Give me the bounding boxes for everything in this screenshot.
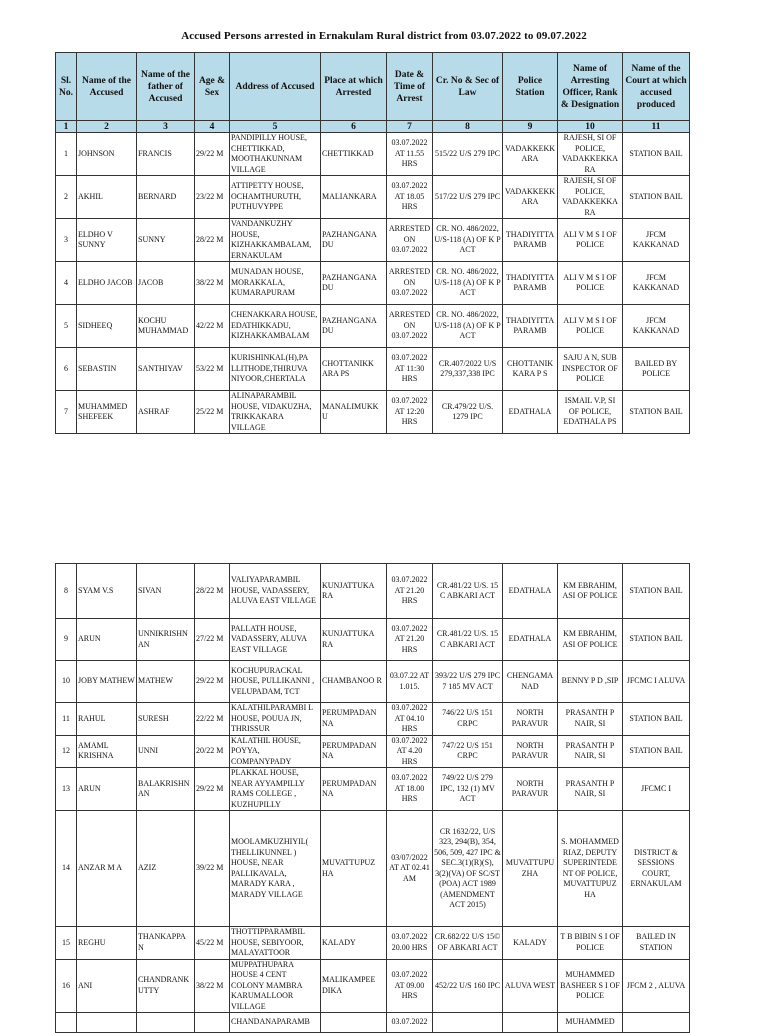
col-header-accused-name: Name of the Accused xyxy=(77,53,137,121)
cell-police-station: KALADY xyxy=(503,927,558,960)
cell-address: MUPPATHUPARA HOUSE 4 CENT COLONY MAMBRA KARUMALLOOR VILLAGE xyxy=(230,959,321,1013)
cell-address: PANDIPILLY HOUSE, CHETTIKKAD, MOOTHAKUNNAM VILLAGE xyxy=(230,133,321,176)
cell-crime-no: 517/22 U/S 279 IPC xyxy=(433,176,503,219)
cell-court: JFCM KAKKANAD xyxy=(623,219,690,262)
cell-police-station xyxy=(503,1013,558,1033)
cell-father-name: SIVAN xyxy=(137,564,195,619)
cell-court: STATION BAIL xyxy=(623,619,690,661)
cell-age-sex: 25/22 M xyxy=(195,391,230,434)
cell-arresting-officer: ISMAIL V.P, SI OF POLICE, EDATHALA PS xyxy=(558,391,623,434)
cell-sl-no: 14 xyxy=(56,811,77,927)
cell-address: KOCHUPURACKAL HOUSE, PULLIKANNI , VELUPADAM, TCT xyxy=(230,661,321,703)
cell-police-station: THADIYITTA PARAMB xyxy=(503,262,558,305)
cell-court: DISTRICT & SESSIONS COURT, ERNAKULAM xyxy=(623,811,690,927)
cell-address: CHANDANAPARAMB xyxy=(230,1013,321,1033)
cell-date-time: 03.07.2022 20.00 HRS xyxy=(387,927,433,960)
cell-father-name: THANKAPPA N xyxy=(137,927,195,960)
cell-age-sex: 29/22 M xyxy=(195,768,230,811)
cell-arresting-officer: ALI V M S I OF POLICE xyxy=(558,262,623,305)
cell-age-sex: 45/22 M xyxy=(195,927,230,960)
cell-place-arrested: MANALIMUKK U xyxy=(321,391,387,434)
cell-address: VALIYAPARAMBIL HOUSE, VADASSERY, ALUVA EAST VILLAGE xyxy=(230,564,321,619)
cell-date-time: 03.07.2022 AT 12:20 HRS xyxy=(387,391,433,434)
col-header-arresting-officer: Name of Arresting Officer, Rank & Designation xyxy=(558,53,623,121)
cell-father-name: CHANDRANK UTTY xyxy=(137,959,195,1013)
cell-sl-no: 3 xyxy=(56,219,77,262)
cell-father-name: FRANCIS xyxy=(137,133,195,176)
cell-police-station: EDATHALA xyxy=(503,564,558,619)
cell-arresting-officer: SAJU A N, SUB INSPECTOR OF POLICE xyxy=(558,348,623,391)
cell-crime-no: CR.479/22 U/S. 1279 IPC xyxy=(433,391,503,434)
cell-place-arrested xyxy=(321,1013,387,1033)
cell-court: BAILED BY POLICE xyxy=(623,348,690,391)
arrest-table-page-1 xyxy=(55,52,690,434)
col-number: 9 xyxy=(503,121,558,133)
table-row xyxy=(56,703,690,736)
cell-accused-name: ANZAR M A xyxy=(77,811,137,927)
cell-sl-no: 9 xyxy=(56,619,77,661)
cell-place-arrested: CHOTTANIKK ARA PS xyxy=(321,348,387,391)
cell-sl-no xyxy=(56,1013,77,1033)
cell-date-time: 03.07.2022 AT 11:30 HRS xyxy=(387,348,433,391)
cell-arresting-officer: S. MOHAMMED RIAZ, DEPUTY SUPERINTEDE NT OF POLICE, MUVATTUPUZ HA xyxy=(558,811,623,927)
cell-sl-no: 15 xyxy=(56,927,77,960)
cell-court: JFCMC I ALUVA xyxy=(623,661,690,703)
cell-accused-name: ELDHO JACOB xyxy=(77,262,137,305)
cell-father-name: AZIZ xyxy=(137,811,195,927)
arrest-table-body-page-2 xyxy=(56,564,690,1033)
cell-crime-no: 749/22 U/S 279 IPC, 132 (1) MV ACT xyxy=(433,768,503,811)
col-header-age-sex: Age & Sex xyxy=(195,53,230,121)
cell-date-time: 03.07.2022 AT 4.20 HRS xyxy=(387,735,433,768)
page-title: Accused Persons arrested in Ernakulam Rural district from 03.07.2022 to 09.07.2022 xyxy=(181,30,587,42)
cell-sl-no: 16 xyxy=(56,959,77,1013)
cell-address: MOOLAMKUZHIYIL( THELLIKUNNEL ) HOUSE, NEAR PALLIKAVALA, MARADY KARA , MARADY VILLAGE xyxy=(230,811,321,927)
cell-sl-no: 7 xyxy=(56,391,77,434)
cell-court: JFCMC I xyxy=(623,768,690,811)
cell-place-arrested: CHAMBANOO R xyxy=(321,661,387,703)
cell-date-time: 03/07/2022 AT AT 02.41 AM xyxy=(387,811,433,927)
cell-court: JFCM KAKKANAD xyxy=(623,262,690,305)
cell-address: KALATHILPARAMBI L HOUSE, POUUA JN, THRISSUR xyxy=(230,703,321,736)
cell-sl-no: 11 xyxy=(56,703,77,736)
table-row xyxy=(56,735,690,768)
cell-place-arrested: PAZHANGANA DU xyxy=(321,219,387,262)
cell-crime-no: CR.407/2022 U/S 279,337,338 IPC xyxy=(433,348,503,391)
cell-place-arrested: KUNJATTUKA RA xyxy=(321,619,387,661)
cell-father-name: KOCHU MUHAMMAD xyxy=(137,305,195,348)
cell-arresting-officer: T B BIBIN S I OF POLICE xyxy=(558,927,623,960)
cell-crime-no: CR. NO. 486/2022, U/S-118 (A) OF K P ACT xyxy=(433,219,503,262)
cell-crime-no: 747/22 U/S 151 CRPC xyxy=(433,735,503,768)
cell-accused-name: ARUN xyxy=(77,768,137,811)
cell-address: PALLATH HOUSE, VADASSERY, ALUVA EAST VILLAGE xyxy=(230,619,321,661)
cell-accused-name: JOHNSON xyxy=(77,133,137,176)
cell-age-sex: 22/22 M xyxy=(195,703,230,736)
table-row xyxy=(56,564,690,619)
column-number-row xyxy=(56,121,690,133)
cell-date-time: 03.07.2022 AT 18.05 HRS xyxy=(387,176,433,219)
table-row xyxy=(56,348,690,391)
cell-crime-no: 393/22 U/S 279 IPC 7 185 MV ACT xyxy=(433,661,503,703)
table-row xyxy=(56,768,690,811)
cell-court: BAILED IN STATION xyxy=(623,927,690,960)
cell-crime-no: CR.481/22 U/S. 15 C ABKARI ACT xyxy=(433,564,503,619)
cell-age-sex: 38/22 M xyxy=(195,262,230,305)
table-row xyxy=(56,176,690,219)
cell-place-arrested: PERUMPADAN NA xyxy=(321,768,387,811)
cell-age-sex xyxy=(195,1013,230,1033)
table-row xyxy=(56,661,690,703)
cell-address: CHENAKKARA HOUSE, EDATHIKKADU, KIZHAKKAMBALAM xyxy=(230,305,321,348)
cell-arresting-officer: PRASANTH P NAIR, SI xyxy=(558,703,623,736)
cell-father-name: SUNNY xyxy=(137,219,195,262)
cell-place-arrested: MALIKAMPEE DIKA xyxy=(321,959,387,1013)
col-number: 4 xyxy=(195,121,230,133)
cell-sl-no: 2 xyxy=(56,176,77,219)
cell-court: STATION BAIL xyxy=(623,564,690,619)
cell-father-name: ASHRAF xyxy=(137,391,195,434)
header-row xyxy=(56,53,690,121)
cell-place-arrested: KALADY xyxy=(321,927,387,960)
cell-address: MUNADAN HOUSE, MORAKKALA, KUMARAPURAM xyxy=(230,262,321,305)
cell-crime-no: 452/22 U/S 160 IPC xyxy=(433,959,503,1013)
col-number: 7 xyxy=(387,121,433,133)
cell-arresting-officer: MUHAMMED BASHEER S I OF POLICE xyxy=(558,959,623,1013)
cell-date-time: 03.07.2022 AT 04.10 HRS xyxy=(387,703,433,736)
col-header-court: Name of the Court at which accused produced xyxy=(623,53,690,121)
cell-father-name: BERNARD xyxy=(137,176,195,219)
cell-arresting-officer: KM EBRAHIM, ASI OF POLICE xyxy=(558,564,623,619)
cell-age-sex: 28/22 M xyxy=(195,219,230,262)
cell-arresting-officer: ALI V M S I OF POLICE xyxy=(558,219,623,262)
col-number: 2 xyxy=(77,121,137,133)
col-number: 6 xyxy=(321,121,387,133)
col-number: 3 xyxy=(137,121,195,133)
col-header-police-station: Police Station xyxy=(503,53,558,121)
cell-sl-no: 5 xyxy=(56,305,77,348)
cell-accused-name: SIDHEEQ xyxy=(77,305,137,348)
cell-age-sex: 38/22 M xyxy=(195,959,230,1013)
cell-date-time: ARRESTED ON 03.07.2022 xyxy=(387,219,433,262)
col-header-sl-no: Sl. No. xyxy=(56,53,77,121)
table-row xyxy=(56,391,690,434)
cell-sl-no: 4 xyxy=(56,262,77,305)
cell-court: STATION BAIL xyxy=(623,391,690,434)
cell-place-arrested: PERUMPADAN NA xyxy=(321,703,387,736)
cell-police-station: THADIYITTA PARAMB xyxy=(503,219,558,262)
cell-place-arrested: PERUMPADAN NA xyxy=(321,735,387,768)
cell-court: STATION BAIL xyxy=(623,176,690,219)
cell-age-sex: 53/22 M xyxy=(195,348,230,391)
table-row xyxy=(56,219,690,262)
cell-arresting-officer: PRASANTH P NAIR, SI xyxy=(558,735,623,768)
cell-arresting-officer: RAJESH, SI OF POLICE, VADAKKEKKA RA xyxy=(558,176,623,219)
cell-court: STATION BAIL xyxy=(623,735,690,768)
cell-father-name: UNNI xyxy=(137,735,195,768)
cell-father-name: BALAKRISHN AN xyxy=(137,768,195,811)
cell-police-station: CHENGAMA NAD xyxy=(503,661,558,703)
cell-date-time: 03.07.2022 xyxy=(387,1013,433,1033)
cell-accused-name: SYAM V.S xyxy=(77,564,137,619)
cell-place-arrested: PAZHANGANA DU xyxy=(321,262,387,305)
cell-court xyxy=(623,1013,690,1033)
cell-police-station: ALUVA WEST xyxy=(503,959,558,1013)
cell-age-sex: 23/22 M xyxy=(195,176,230,219)
cell-date-time: ARRESTED ON 03.07.2022 xyxy=(387,262,433,305)
cell-police-station: EDATHALA xyxy=(503,619,558,661)
cell-police-station: MUVATTUPU ZHA xyxy=(503,811,558,927)
cell-crime-no xyxy=(433,1013,503,1033)
cell-sl-no: 1 xyxy=(56,133,77,176)
arrest-table-page-2 xyxy=(55,563,690,1033)
cell-crime-no: CR 1632/22, U/S 323, 294(B), 354, 506, 509, 427 IPC & SEC.3(1)(R)(S), 3(2)(VA) OF SC/ST (POA) ACT 1989 (AMENDMENT ACT 2015) xyxy=(433,811,503,927)
cell-court: STATION BAIL xyxy=(623,703,690,736)
table-row xyxy=(56,1013,690,1033)
cell-father-name: MATHEW xyxy=(137,661,195,703)
cell-crime-no: CR. NO. 486/2022, U/S-118 (A) OF K P ACT xyxy=(433,305,503,348)
col-number: 8 xyxy=(433,121,503,133)
table-row xyxy=(56,811,690,927)
col-number: 11 xyxy=(623,121,690,133)
table-row xyxy=(56,133,690,176)
cell-age-sex: 29/22 M xyxy=(195,661,230,703)
cell-age-sex: 20/22 M xyxy=(195,735,230,768)
cell-crime-no: CR.481/22 U/S. 15 C ABKARI ACT xyxy=(433,619,503,661)
col-header-father-name: Name of the father of Accused xyxy=(137,53,195,121)
cell-age-sex: 29/22 M xyxy=(195,133,230,176)
cell-sl-no: 12 xyxy=(56,735,77,768)
cell-father-name: SURESH xyxy=(137,703,195,736)
cell-crime-no: 746/22 U/S 151 CRPC xyxy=(433,703,503,736)
cell-arresting-officer: PRASANTH P NAIR, SI xyxy=(558,768,623,811)
cell-address: VANDANKUZHY HOUSE, KIZHAKKAMBALAM, ERNAKULAM xyxy=(230,219,321,262)
cell-date-time: 03.07.2022 AT 11.55 HRS xyxy=(387,133,433,176)
cell-accused-name: AMAML KRISHNA xyxy=(77,735,137,768)
cell-sl-no: 6 xyxy=(56,348,77,391)
cell-police-station: NORTH PARAVUR xyxy=(503,703,558,736)
cell-sl-no: 8 xyxy=(56,564,77,619)
cell-accused-name: ELDHO V SUNNY xyxy=(77,219,137,262)
cell-accused-name: JOBY MATHEW xyxy=(77,661,137,703)
cell-place-arrested: CHETTIKKAD xyxy=(321,133,387,176)
cell-court: JFCM 2 , ALUVA xyxy=(623,959,690,1013)
cell-date-time: 03.07.22 AT 1.015. xyxy=(387,661,433,703)
cell-father-name: UNNIKRISHN AN xyxy=(137,619,195,661)
cell-address: ATTIPETTY HOUSE, OCHAMTHURUTH, PUTHUVYPPE xyxy=(230,176,321,219)
col-header-address: Address of Accused xyxy=(230,53,321,121)
cell-date-time: ARRESTED ON 03.07.2022 xyxy=(387,305,433,348)
cell-father-name xyxy=(137,1013,195,1033)
cell-police-station: NORTH PARAVUR xyxy=(503,735,558,768)
cell-accused-name: SEBASTIN xyxy=(77,348,137,391)
cell-sl-no: 13 xyxy=(56,768,77,811)
cell-accused-name: AKHIL xyxy=(77,176,137,219)
cell-accused-name xyxy=(77,1013,137,1033)
cell-police-station: CHOTTANIK KARA P S xyxy=(503,348,558,391)
cell-crime-no: 515/22 U/S 279 IPC xyxy=(433,133,503,176)
table-row xyxy=(56,619,690,661)
col-header-date-time: Date & Time of Arrest xyxy=(387,53,433,121)
cell-address: PLAKKAL HOUSE, NEAR AYYAMPILLY RAMS COLLEGE , KUZHUPILLY xyxy=(230,768,321,811)
table-row xyxy=(56,959,690,1013)
cell-place-arrested: MALIANKARA xyxy=(321,176,387,219)
cell-arresting-officer: MUHAMMED xyxy=(558,1013,623,1033)
cell-place-arrested: KUNJATTUKA RA xyxy=(321,564,387,619)
cell-father-name: JACOB xyxy=(137,262,195,305)
cell-address: KALATHIL HOUSE, POYYA, COMPANYPADY xyxy=(230,735,321,768)
table-row xyxy=(56,927,690,960)
cell-accused-name: MUHAMMED SHEFEEK xyxy=(77,391,137,434)
cell-sl-no: 10 xyxy=(56,661,77,703)
cell-police-station: THADIYITTA PARAMB xyxy=(503,305,558,348)
cell-address: THOTTIPPARAMBIL HOUSE, SEBIYOOR, MALAYATTOOR xyxy=(230,927,321,960)
cell-police-station: NORTH PARAVUR xyxy=(503,768,558,811)
cell-arresting-officer: BENNY P D ,SIP xyxy=(558,661,623,703)
col-number: 10 xyxy=(558,121,623,133)
cell-accused-name: RAHUL xyxy=(77,703,137,736)
cell-age-sex: 42/22 M xyxy=(195,305,230,348)
cell-accused-name: REGHU xyxy=(77,927,137,960)
cell-court: STATION BAIL xyxy=(623,133,690,176)
cell-date-time: 03.07.2022 AT 09.00 HRS xyxy=(387,959,433,1013)
cell-age-sex: 39/22 M xyxy=(195,811,230,927)
cell-accused-name: ARUN xyxy=(77,619,137,661)
cell-arresting-officer: ALI V M S I OF POLICE xyxy=(558,305,623,348)
cell-father-name: SANTHIYAV xyxy=(137,348,195,391)
table-row xyxy=(56,305,690,348)
cell-police-station: VADAKKEKK ARA xyxy=(503,176,558,219)
cell-date-time: 03.07.2022 AT 21.20 HRS xyxy=(387,564,433,619)
cell-arresting-officer: RAJESH, SI OF POLICE, VADAKKEKKA RA xyxy=(558,133,623,176)
cell-crime-no: CR.682/22 U/S 15© OF ABKARI ACT xyxy=(433,927,503,960)
cell-accused-name: ANI xyxy=(77,959,137,1013)
col-header-crime-no: Cr. No & Sec of Law xyxy=(433,53,503,121)
col-header-place-arrested: Place at which Arrested xyxy=(321,53,387,121)
col-number: 1 xyxy=(56,121,77,133)
cell-age-sex: 27/22 M xyxy=(195,619,230,661)
cell-date-time: 03.07.2022 AT 21.20 HRS xyxy=(387,619,433,661)
cell-date-time: 03.07.2022 AT 18.00 HRS xyxy=(387,768,433,811)
cell-age-sex: 28/22 M xyxy=(195,564,230,619)
col-number: 5 xyxy=(230,121,321,133)
cell-place-arrested: MUVATTUPUZ HA xyxy=(321,811,387,927)
cell-address: KURISHINKAL(H),PA LLITHODE,THIRUVA NIYOOR,CHERTALA xyxy=(230,348,321,391)
cell-police-station: EDATHALA xyxy=(503,391,558,434)
cell-address: ALINAPARAMBIL HOUSE, VIDAKUZHA, TRIKKAKARA VILLAGE xyxy=(230,391,321,434)
cell-arresting-officer: KM EBRAHIM, ASI OF POLICE xyxy=(558,619,623,661)
arrest-table-body-page-1 xyxy=(56,133,690,434)
table-row xyxy=(56,262,690,305)
cell-police-station: VADAKKEKK ARA xyxy=(503,133,558,176)
cell-crime-no: CR. NO. 486/2022, U/S-118 (A) OF K P ACT xyxy=(433,262,503,305)
cell-court: JFCM KAKKANAD xyxy=(623,305,690,348)
cell-place-arrested: PAZHANGANA DU xyxy=(321,305,387,348)
